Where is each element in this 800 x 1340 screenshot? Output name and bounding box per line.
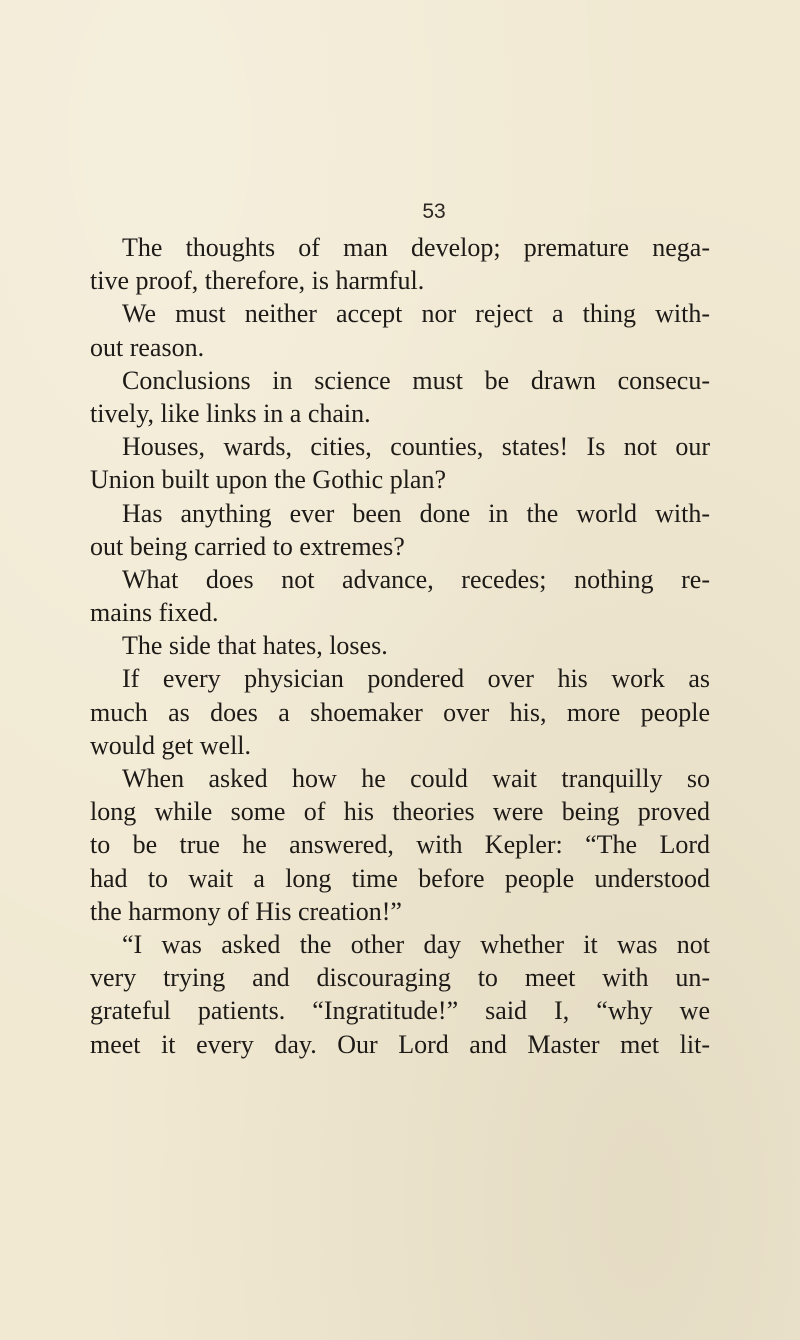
text-line: very trying and discouraging to meet with un-	[90, 963, 710, 993]
text-line: grateful patients. “Ingratitude!” said I, “why we	[90, 996, 710, 1026]
text-line: had to wait a long time before people understood	[90, 863, 710, 893]
text-line: tive proof, therefore, is harmful.	[90, 266, 425, 296]
text-line: “I was asked the other day whether it was not	[122, 929, 710, 959]
text-line: What does not advance, recedes; nothing re-	[122, 564, 710, 594]
text-line: meet it every day. Our Lord and Master met lit-	[90, 1029, 710, 1059]
text-line: tively, like links in a chain.	[90, 398, 371, 428]
text-line: The side that hates, loses.	[122, 631, 388, 661]
text-line: out reason.	[90, 332, 205, 362]
text-line: We must neither accept nor reject a thing with-	[122, 299, 710, 329]
text-line: Houses, wards, cities, counties, states! Is not our	[122, 432, 710, 462]
text-line: Conclusions in science must be drawn consecu-	[122, 365, 710, 395]
text-line: long while some of his theories were being proved	[90, 797, 710, 827]
text-line: much as does a shoemaker over his, more people	[90, 697, 710, 727]
text-line: the harmony of His creation!”	[90, 896, 402, 926]
text-line: When asked how he could wait tranquilly so	[122, 764, 710, 793]
text-line: would get well.	[90, 730, 252, 760]
text-line: Has anything ever been done in the world with-	[122, 498, 710, 528]
text-line: mains fixed.	[90, 598, 219, 628]
text-line: If every physician pondered over his work as	[122, 664, 710, 694]
page-number: 53	[422, 200, 446, 223]
text-line: Union built upon the Gothic plan?	[90, 465, 447, 495]
text-line: The thoughts of man develop; premature nega-	[122, 233, 710, 262]
text-line: out being carried to extremes?	[90, 531, 405, 561]
body-text	[90, 231, 710, 1061]
text-line: to be true he answered, with Kepler: “The Lord	[90, 830, 710, 860]
